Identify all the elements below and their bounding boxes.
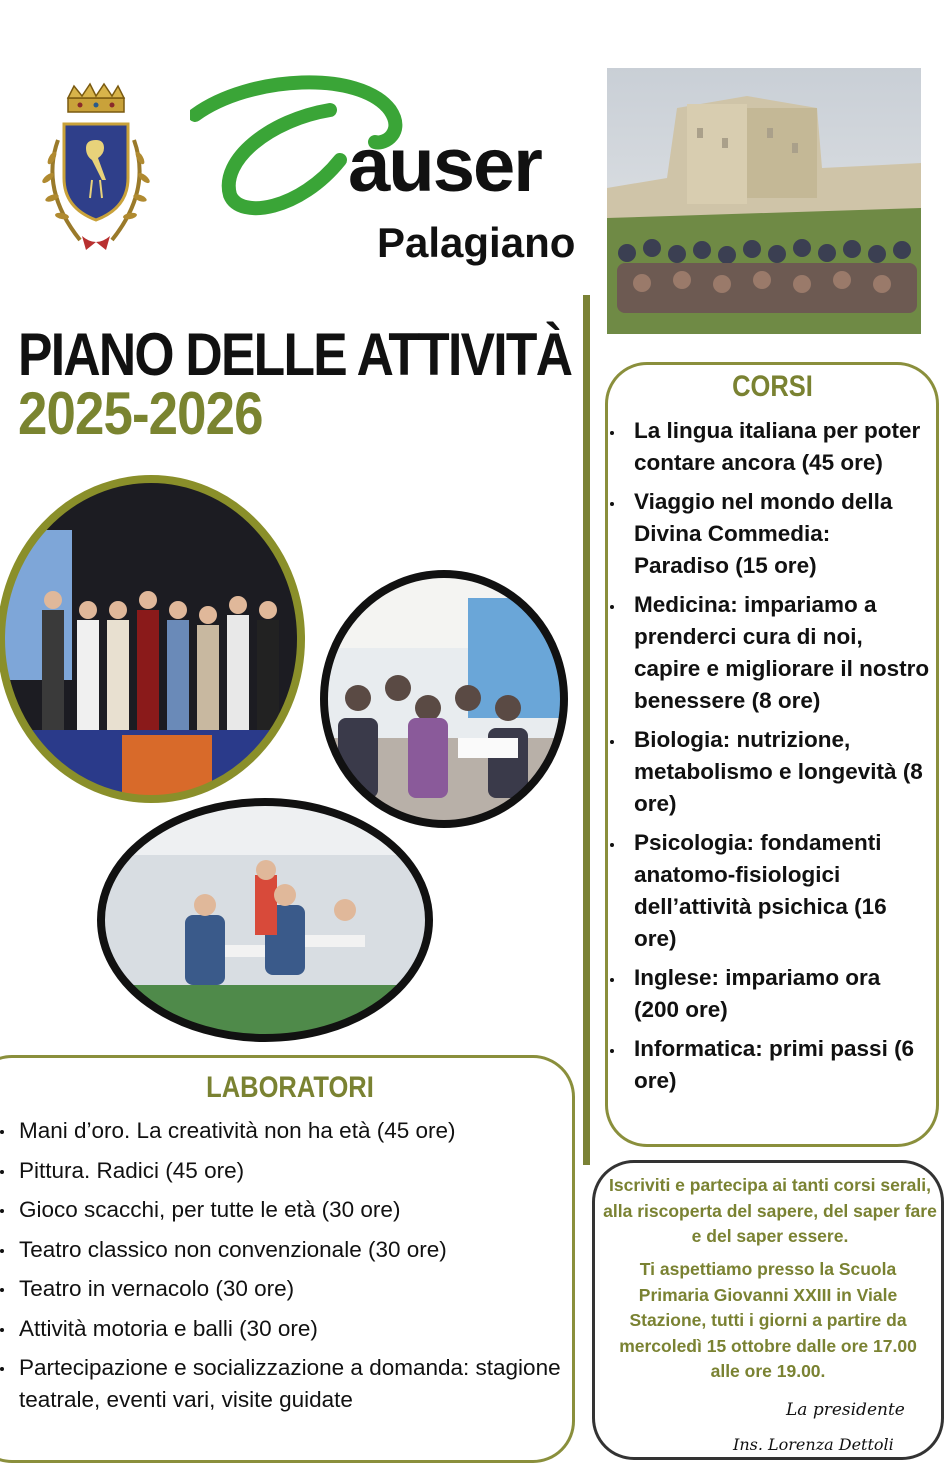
laboratori-item-text: Pittura. Radici (45 ore): [19, 1157, 245, 1183]
corsi-item: [610, 827, 930, 955]
bullet-icon: [0, 1367, 4, 1371]
corsi-item-text: La lingua italiana per poter contare ancora (45 ore): [634, 418, 921, 475]
bullet-icon: [610, 431, 614, 435]
laboratori-item: [0, 1194, 570, 1226]
classroom-photo: [318, 568, 570, 830]
page-title: PIANO DELLE ATTIVITÀ: [18, 321, 572, 388]
corsi-item-text: Biologia: nutrizione, metabolismo e longevità (8 ore): [634, 727, 923, 816]
laboratori-item-text: Partecipazione e socializzazione a domanda: stagione teatrale, eventi vari, visite guidate: [19, 1355, 561, 1412]
laboratori-item: [0, 1234, 570, 1266]
coat-of-arms-icon: [30, 80, 160, 255]
corsi-item-text: Medicina: impariamo a prenderci cura di noi, capire e migliorare il nostro benessere (8 ore): [634, 592, 930, 713]
bullet-icon: [610, 502, 614, 506]
brand-name: auser: [348, 123, 541, 208]
corsi-item: [610, 724, 930, 820]
bullet-icon: [0, 1209, 4, 1213]
bullet-icon: [610, 843, 614, 847]
bullet-icon: [0, 1249, 4, 1253]
bullet-icon: [610, 740, 614, 744]
corsi-item-text: Psicologia: fondamenti anatomo-fisiologici dell’attività psichica (16 ore): [634, 830, 887, 951]
laboratori-item: [0, 1352, 570, 1416]
corsi-item: [610, 1033, 930, 1097]
bullet-icon: [0, 1328, 4, 1332]
laboratori-item: [0, 1313, 570, 1345]
laboratori-list: [0, 1115, 570, 1424]
info-paragraph-1: Iscriviti e partecipa ai tanti corsi serali, alla riscoperta del sapere, del saper fare e del saper essere.: [603, 1175, 937, 1246]
bullet-icon: [0, 1130, 4, 1134]
theatre-photo: [0, 470, 310, 808]
bullet-icon: [610, 978, 614, 982]
bullet-icon: [0, 1288, 4, 1292]
corsi-heading: CORSI: [732, 370, 813, 403]
laboratori-item-text: Mani d’oro. La creatività non ha età (45 ore): [19, 1118, 456, 1143]
laboratori-item-text: Teatro in vernacolo (30 ore): [19, 1276, 295, 1301]
brand-city: Palagiano: [377, 219, 576, 266]
bullet-icon: [610, 1049, 614, 1053]
corsi-item: [610, 589, 930, 717]
corsi-item: [610, 415, 930, 479]
laboratori-item-text: Gioco scacchi, per tutte le età (30 ore): [19, 1197, 401, 1222]
corsi-item-text: Informatica: primi passi (6 ore): [634, 1036, 915, 1093]
bullet-icon: [610, 605, 614, 609]
corsi-item: [610, 962, 930, 1026]
vertical-divider: [583, 295, 590, 1165]
laboratori-heading: LABORATORI: [206, 1071, 374, 1104]
page-subtitle-year: 2025-2026: [18, 380, 263, 447]
signature-name: Ins. Lorenza Dettoli: [733, 1435, 894, 1454]
corsi-item-text: Viaggio nel mondo della Divina Commedia: Paradiso (15 ore): [634, 489, 893, 578]
bullet-icon: [0, 1170, 4, 1174]
chess-game-photo: [95, 795, 435, 1045]
castle-group-photo: [607, 68, 921, 334]
corsi-list: [610, 415, 930, 1104]
info-paragraph-2: Ti aspettiamo presso la Scuola Primaria Giovanni XXIII in Viale Stazione, tutti i giorni a partire da mercoledì 15 ottobre dalle ore 17.00 alle ore 19.00.: [619, 1259, 917, 1381]
corsi-item-text: Inglese: impariamo ora (200 ore): [634, 965, 881, 1022]
corsi-item: [610, 486, 930, 582]
laboratori-item: [0, 1155, 570, 1187]
laboratori-item-text: Teatro classico non convenzionale (30 ore): [19, 1236, 447, 1262]
laboratori-item: [0, 1273, 570, 1305]
laboratori-item: [0, 1115, 570, 1147]
signature-role: La presidente: [786, 1400, 905, 1420]
laboratori-item-text: Attività motoria e balli (30 ore): [19, 1315, 318, 1341]
